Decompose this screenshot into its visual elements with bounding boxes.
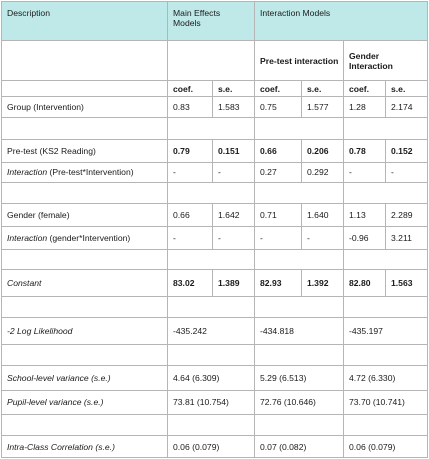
table-row-pretest (2, 139, 428, 162)
cell-value: 1.583 (213, 97, 255, 118)
cell-value: - (213, 162, 255, 183)
cell-value: 82.93 (255, 270, 302, 297)
spacer-row (2, 297, 428, 318)
spacer-row (2, 249, 428, 270)
cell-value: 0.27 (255, 162, 302, 183)
regression-results-table (1, 1, 428, 458)
cell-value: 2.289 (386, 204, 428, 227)
table-row-log-likelihood (2, 318, 428, 345)
row-label: Pre-test (KS2 Reading) (2, 139, 168, 162)
se-header: s.e. (302, 80, 344, 97)
cell-value: 0.06 (0.079) (168, 436, 255, 458)
cell-value: 1.392 (302, 270, 344, 297)
cell-value: 4.64 (6.309) (168, 365, 255, 390)
cell-value: 0.206 (302, 139, 344, 162)
cell-value: 0.152 (386, 139, 428, 162)
cell-value: 0.78 (344, 139, 386, 162)
table-header-row (2, 2, 428, 41)
cell-value: 73.81 (10.754) (168, 390, 255, 415)
cell-value: - (255, 226, 302, 249)
cell-value: - (344, 162, 386, 183)
cell-value: 0.71 (255, 204, 302, 227)
se-header: s.e. (386, 80, 428, 97)
coef-header: coef. (168, 80, 213, 97)
table-row-pretest-interaction (2, 162, 428, 183)
cell-value: 0.66 (168, 204, 213, 227)
cell-value: - (302, 226, 344, 249)
spacer-row (2, 118, 428, 140)
row-label: Interaction (Pre-test*Intervention) (2, 162, 168, 183)
table-row-icc (2, 436, 428, 458)
row-label: Pupil-level variance (s.e.) (2, 390, 168, 415)
cell-value: 1.389 (213, 270, 255, 297)
cell-value: -0.96 (344, 226, 386, 249)
coef-header: coef. (344, 80, 386, 97)
coef-se-header-row (2, 80, 428, 97)
cell-value: - (168, 226, 213, 249)
cell-value: - (213, 226, 255, 249)
cell-value: 0.151 (213, 139, 255, 162)
table-row-gender (2, 204, 428, 227)
row-label: Constant (2, 270, 168, 297)
coef-header: coef. (255, 80, 302, 97)
row-label: Interaction (gender*Intervention) (2, 226, 168, 249)
cell-value: 3.211 (386, 226, 428, 249)
table-row-constant (2, 270, 428, 297)
cell-value: 1.28 (344, 97, 386, 118)
cell-value: 0.06 (0.079) (344, 436, 428, 458)
cell-value: 0.79 (168, 139, 213, 162)
cell-value: 1.577 (302, 97, 344, 118)
subheader-pretest-interaction: Pre-test interaction (255, 41, 344, 80)
se-header: s.e. (213, 80, 255, 97)
spacer-row (2, 183, 428, 204)
cell-value: 5.29 (6.513) (255, 365, 344, 390)
cell-value: 2.174 (386, 97, 428, 118)
cell-value: 83.02 (168, 270, 213, 297)
row-label: School-level variance (s.e.) (2, 365, 168, 390)
header-description: Description (2, 2, 168, 41)
header-main-effects: Main Effects Models (168, 2, 255, 41)
table-row-gender-interaction (2, 226, 428, 249)
cell-value: -434.818 (255, 318, 344, 345)
cell-value: 0.07 (0.082) (255, 436, 344, 458)
table-row-school-variance (2, 365, 428, 390)
cell-value: - (168, 162, 213, 183)
spacer-row (2, 415, 428, 436)
subheader-row (2, 41, 428, 80)
cell-value: 1.563 (386, 270, 428, 297)
subheader-gender-interaction: Gender Interaction (344, 41, 428, 80)
row-label: Intra-Class Correlation (s.e.) (2, 436, 168, 458)
cell-value: 0.292 (302, 162, 344, 183)
cell-value: 4.72 (6.330) (344, 365, 428, 390)
cell-value: 1.13 (344, 204, 386, 227)
spacer-row (2, 344, 428, 365)
cell-value: 0.83 (168, 97, 213, 118)
cell-value: - (386, 162, 428, 183)
cell-value: 0.66 (255, 139, 302, 162)
row-label: Group (Intervention) (2, 97, 168, 118)
cell-value: 73.70 (10.741) (344, 390, 428, 415)
header-interaction-models: Interaction Models (255, 2, 428, 41)
row-label: Gender (female) (2, 204, 168, 227)
cell-value: 72.76 (10.646) (255, 390, 344, 415)
table-row-group (2, 97, 428, 118)
cell-value: -435.197 (344, 318, 428, 345)
cell-value: 0.75 (255, 97, 302, 118)
row-label: -2 Log Likelihood (2, 318, 168, 345)
table-row-pupil-variance (2, 390, 428, 415)
cell-value: 1.642 (213, 204, 255, 227)
cell-value: 1.640 (302, 204, 344, 227)
cell-value: 82.80 (344, 270, 386, 297)
cell-value: -435.242 (168, 318, 255, 345)
